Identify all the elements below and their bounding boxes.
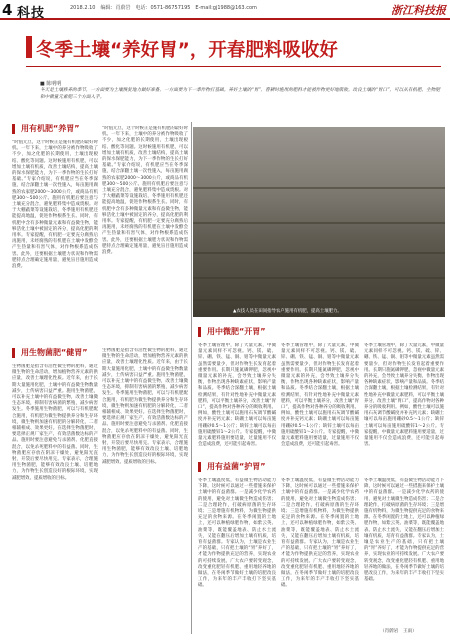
section-body-micro-col3: 冬季土壤管理中，除了大量元素，中微量元素同样不可忽视。钙、镁、硫、锌、硼、铁、锰、铜、钼等中微量元素虽然需要量少，但对作物生长发育起着重要作用。长期只施氮磷钾肥，忽视中微量元素的补充，会导致土壤养分失衡，作物出现各种缺素症状，影响产量和品质。冬季结合深翻土壤，根据土壤检测结果，有针对性地补充中微量元素肥料，可以平衡土壤养分，改善土壤“胃口”，提高作物对各种养分的吸收利用。例如，酸性土壤可以施用石灰调节酸碱度并补充钙元素；缺硼土壤可以每亩施用硼砂0.5～1公斤；缺锌土壤可以每亩施用硫酸锌1～2公斤。专家提醒，中微量元素肥料施用要适量，过量施用不仅会造成浪费，还可能引起毒害。 xyxy=(364,343,444,448)
headline-accent xyxy=(26,36,32,58)
section-body-probiotic-col3: 冬季土壤温度低，有益微生物活动能力下降，这时候可以通过一些措施来保护土壤中的有益菌群。一是减少化学农药的使用，避免对土壤微生物造成伤害；二是合理轮作，打破病原菌的生存环境；三是增施有机物料，为微生物提供充足的食物来源。在冬季闲置的土地上，还可以种植绿肥作物，如紫云英、油菜等，既能覆盖地表、防止水土流失，又能在翻压后增加土壤有机质，培育有益菌群。专家认为，土壤是农业生产的基础，只有把土壤的“胃”养好了，才能为作物提供充足的营养，实现农业的可持续发展。广大农户要转变观念，改变重化肥轻有机肥、重用地轻养地的做法，在冬闲季节做好土壤的培肥改良工作，为来年的丰产丰收打下坚实基础。 xyxy=(364,478,444,583)
section-heading-bio: 用生物菌肥“健胃” xyxy=(12,348,88,358)
masthead xyxy=(0,0,450,20)
field-photo xyxy=(193,127,445,317)
section-heading-organic: 用有机肥“养胃” xyxy=(12,124,80,134)
page-number: 4 xyxy=(2,1,13,19)
section-body-organic-col1: “时值元旦，这个时候正是施有机肥的最好时机。一年下来，土壤中的养分被作物吸收了不少，加之化肥的长期使用，土壤出现板结、酸化等问题。这时候施用有机肥，可以增加土壤有机质，改善土壤结构，提高土壤的保水保肥能力，为下一季作物的生长打好基础。”专家介绍说，有机肥应当在冬季深施，结合深翻土壤一次性施入，每亩施用腐熟的农家肥2000～3000公斤，或商品有机肥300～500公斤。施用有机肥后要注意与土壤充分混合，避免肥料集中造成烧根。对于大棚蔬菜等设施栽培，冬季施用有机肥还能提高地温，促进作物根系生长。同时，有机肥中含有多种微量元素和有益微生物，能够活化土壤中被固定的养分，提高化肥的利用率。专家提醒，有机肥一定要充分腐熟后再施用，未经腐熟的有机肥在土壤中发酵会产生热量和有害气体，对作物根系造成伤害。此外，还要根据土壤肥力状况和作物需肥特点合理确定施用量，避免盲目施用造成浪费。 xyxy=(12,140,98,270)
section-heading-micro: 用中微肥“开胃” xyxy=(198,327,266,337)
section-body-organic-col2: “时值元旦，这个时候正是施有机肥的最好时机。一年下来，土壤中的养分被作物吸收了不少，加之化肥的长期使用，土壤出现板结、酸化等问题。这时候施用有机肥，可以增加土壤有机质，改善土壤结构，提高土壤的保水保肥能力，为下一季作物的生长打好基础。”专家介绍说，有机肥应当在冬季深施，结合深翻土壤一次性施入，每亩施用腐熟的农家肥2000～3000公斤，或商品有机肥300～500公斤。施用有机肥后要注意与土壤充分混合，避免肥料集中造成烧根。对于大棚蔬菜等设施栽培，冬季施用有机肥还能提高地温，促进作物根系生长。同时，有机肥中含有多种微量元素和有益微生物，能够活化土壤中被固定的养分，提高化肥的利用率。专家提醒，有机肥一定要充分腐熟后再施用，未经腐熟的有机肥在土壤中发酵会产生热量和有害气体，对作物根系造成伤害。此外，还要根据土壤肥力状况和作物需肥特点合理确定施用量，避免盲目施用造成浪费。 xyxy=(102,126,188,256)
section-title: 科技 xyxy=(17,6,46,21)
section-body-micro-col1: 冬季土壤管理中，除了大量元素，中微量元素同样不可忽视。钙、镁、硫、锌、硼、铁、锰、铜、钼等中微量元素虽然需要量少，但对作物生长发育起着重要作用。长期只施氮磷钾肥，忽视中微量元素的补充，会导致土壤养分失衡，作物出现各种缺素症状，影响产量和品质。冬季结合深翻土壤，根据土壤检测结果，有针对性地补充中微量元素肥料，可以平衡土壤养分，改善土壤“胃口”，提高作物对各种养分的吸收利用。例如，酸性土壤可以施用石灰调节酸碱度并补充钙元素；缺硼土壤可以每亩施用硼砂0.5～1公斤；缺锌土壤可以每亩施用硫酸锌1～2公斤。专家提醒，中微量元素肥料施用要适量，过量施用不仅会造成浪费，还可能引起毒害。 xyxy=(198,343,276,448)
article-lead: 冬天是土壤修养的季节，一方面要为土壤恢复地力做好准备，一方面要为下一季作物打基础。养好土壤的“胃”，春耕时施用的肥料才能被作物更好地吸收。改良土壤的“胃口”，可以从有机肥、生物肥和中微量元素肥三个方面入手。 xyxy=(40,88,440,100)
section-heading-probiotic: 用有益菌“护胃” xyxy=(198,462,266,472)
section-body-bio-col1: 生物菌肥是指含有活性微生物的肥料，通过微生物的生命活动，增加植物营养元素的供应量，改善土壤理化性质。近年来，由于长期大量施用化肥，土壤中的有益微生物数量减少，土传病害日益严重。施用生物菌肥，可以补充土壤中的有益微生物，改善土壤微生态环境，抑制有害病菌的繁殖，减少病害发生。冬季施用生物菌肥，可以与有机肥配合施用，有机肥为微生物提供养分和生存环境，微生物则加速有机肥的分解转化，二者相辅相成、效果更好。在选择生物菌肥时，要选择正规厂家生产、有效活菌数达标的产品。施用时要注意避免与杀菌剂、化肥直接混合，以免杀死肥料中的有益菌。同时，生物菌肥应存放在阴凉干燥处，避免阳光直射，开袋后要尽快用完。专家表示，合理施用生物菌肥，能够有效改良土壤、培肥地力，为作物生长创造良好的根际环境，实现减肥增效、提质增收的目标。 xyxy=(12,364,98,481)
article-byline: ■ 陈明明 xyxy=(40,81,62,87)
article-headline: 冬季土壤“养好胃”，开春肥料吸收好 xyxy=(36,40,338,61)
column-divider xyxy=(191,122,192,634)
headline-rule xyxy=(26,66,441,67)
section-body-probiotic-col1: 冬季土壤温度低，有益微生物活动能力下降，这时候可以通过一些措施来保护土壤中的有益菌群。一是减少化学农药的使用，避免对土壤微生物造成伤害；二是合理轮作，打破病原菌的生存环境；三是增施有机物料，为微生物提供充足的食物来源。在冬季闲置的土地上，还可以种植绿肥作物，如紫云英、油菜等，既能覆盖地表、防止水土流失，又能在翻压后增加土壤有机质，培育有益菌群。专家认为，土壤是农业生产的基础，只有把土壤的“胃”养好了，才能为作物提供充足的营养，实现农业的可持续发展。广大农户要转变观念，改变重化肥轻有机肥、重用地轻养地的做法，在冬闲季节做好土壤的培肥改良工作，为来年的丰产丰收打下坚实基础。 xyxy=(198,478,276,589)
section-body-micro-col2: 冬季土壤管理中，除了大量元素，中微量元素同样不可忽视。钙、镁、硫、锌、硼、铁、锰、铜、钼等中微量元素虽然需要量少，但对作物生长发育起着重要作用。长期只施氮磷钾肥，忽视中微量元素的补充，会导致土壤养分失衡，作物出现各种缺素症状，影响产量和品质。冬季结合深翻土壤，根据土壤检测结果，有针对性地补充中微量元素肥料，可以平衡土壤养分，改善土壤“胃口”，提高作物对各种养分的吸收利用。例如，酸性土壤可以施用石灰调节酸碱度并补充钙元素；缺硼土壤可以每亩施用硼砂0.5～1公斤；缺锌土壤可以每亩施用硫酸锌1～2公斤。专家提醒，中微量元素肥料施用要适量，过量施用不仅会造成浪费，还可能引起毒害。 xyxy=(281,343,359,448)
newspaper-brand: 浙江科技报 xyxy=(391,4,446,17)
section-body-bio-col2: 生物菌肥是指含有活性微生物的肥料，通过微生物的生命活动，增加植物营养元素的供应量，改善土壤理化性质。近年来，由于长期大量施用化肥，土壤中的有益微生物数量减少，土传病害日益严重。施用生物菌肥，可以补充土壤中的有益微生物，改善土壤微生态环境，抑制有害病菌的繁殖，减少病害发生。冬季施用生物菌肥，可以与有机肥配合施用，有机肥为微生物提供养分和生存环境，微生物则加速有机肥的分解转化，二者相辅相成、效果更好。在选择生物菌肥时，要选择正规厂家生产、有效活菌数达标的产品。施用时要注意避免与杀菌剂、化肥直接混合，以免杀死肥料中的有益菌。同时，生物菌肥应存放在阴凉干燥处，避免阳光直射，开袋后要尽快用完。专家表示，合理施用生物菌肥，能够有效改良土壤、培肥地力，为作物生长创造良好的根际环境，实现减肥增效、提质增收的目标。 xyxy=(102,348,188,465)
page-meta: 2018.2.10 编辑：肖蔚岩 电话：0571-86757195 E-mail:gj1988@163.com xyxy=(70,5,257,11)
editor-note: （肖蔚岩 王雨） xyxy=(380,629,417,634)
section-body-probiotic-col2: 冬季土壤温度低，有益微生物活动能力下降，这时候可以通过一些措施来保护土壤中的有益菌群。一是减少化学农药的使用，避免对土壤微生物造成伤害；二是合理轮作，打破病原菌的生存环境；三是增施有机物料，为微生物提供充足的食物来源。在冬季闲置的土地上，还可以种植绿肥作物，如紫云英、油菜等，既能覆盖地表、防止水土流失，又能在翻压后增加土壤有机质，培育有益菌群。专家认为，土壤是农业生产的基础，只有把土壤的“胃”养好了，才能为作物提供充足的营养，实现农业的可持续发展。广大农户要转变观念，改变重化肥轻有机肥、重用地轻养地的做法，在冬闲季节做好土壤的培肥改良工作，为来年的丰产丰收打下坚实基础。 xyxy=(281,478,359,589)
photo-caption: ▲农技人员在田间指导农户施用有机肥，提高土壤肥力。 xyxy=(233,309,342,314)
